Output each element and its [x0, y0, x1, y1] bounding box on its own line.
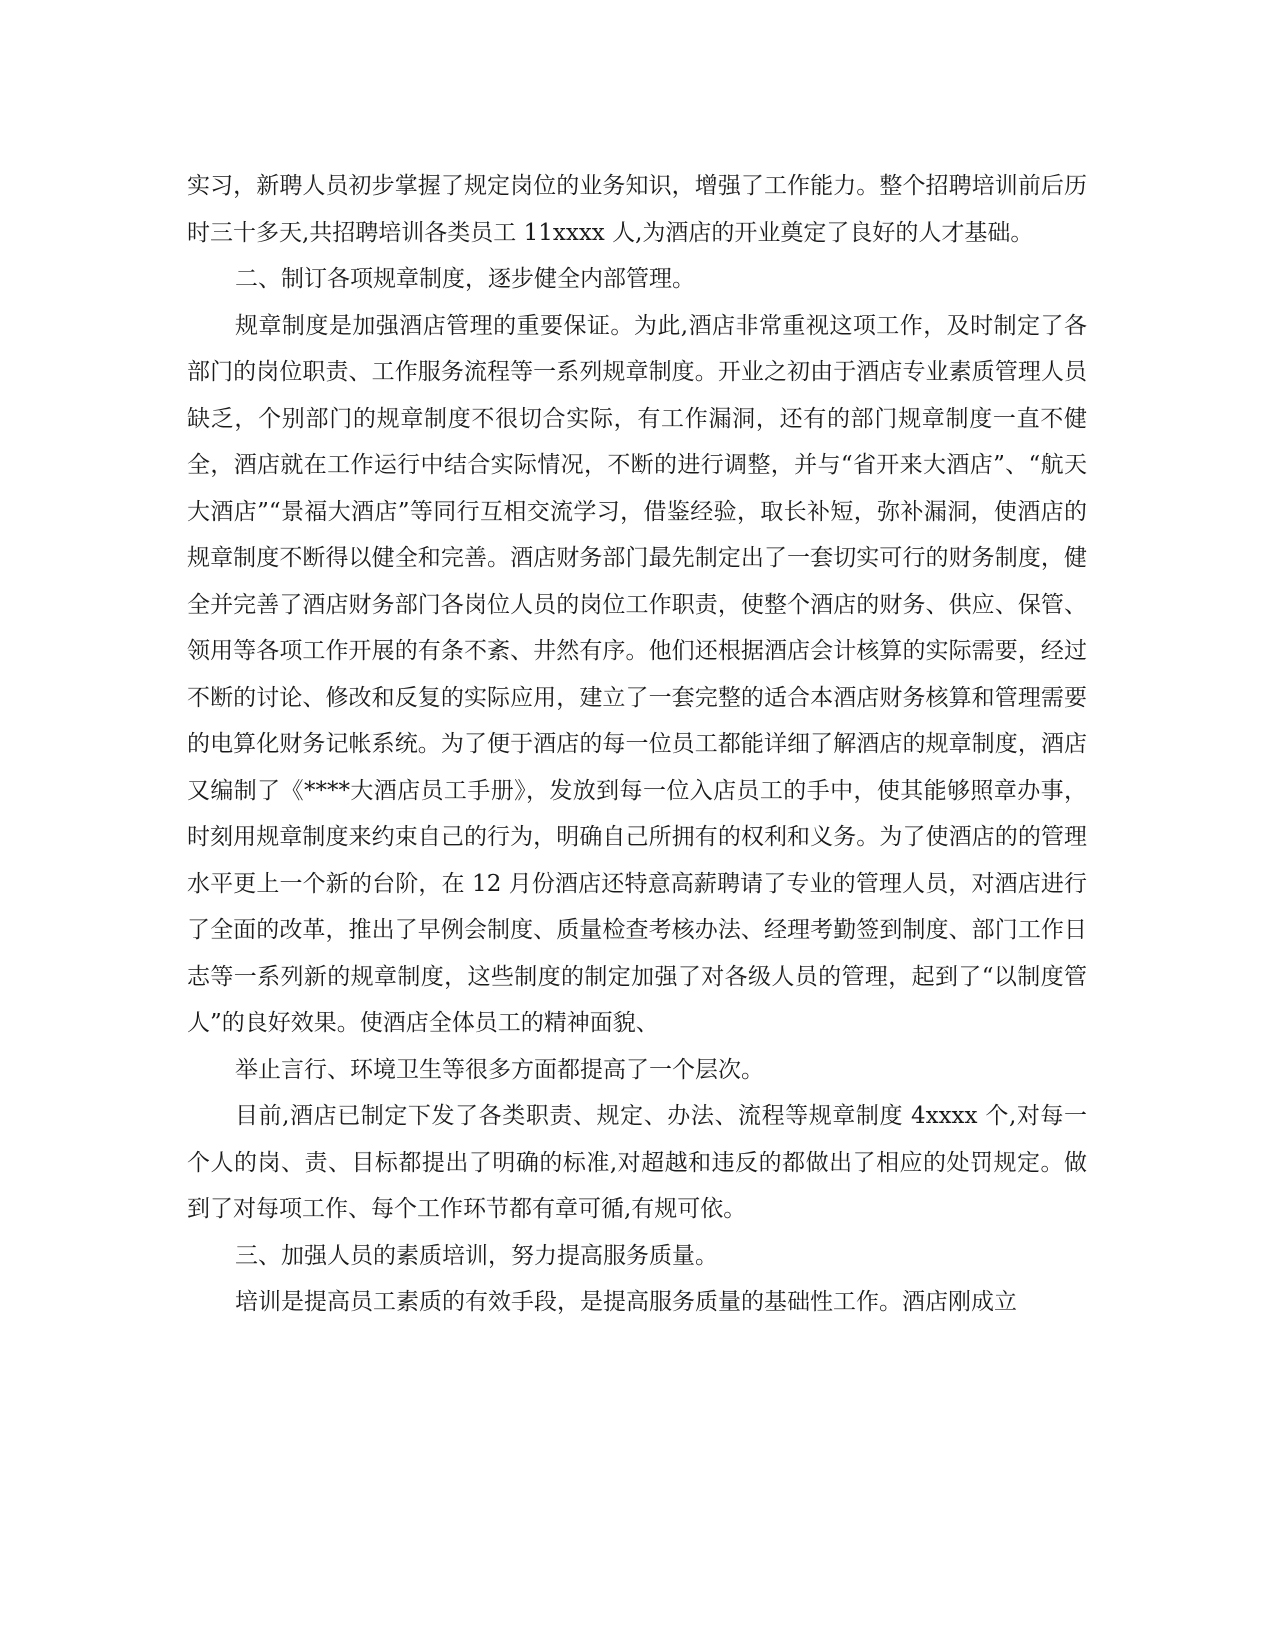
paragraph-current-status: 目前,酒店已制定下发了各类职责、规定、办法、流程等规章制度 4xxxx 个,对每一个人的岗、责、目标都提出了明确的标准,对超越和违反的都做出了相应的处罚规定。做到了对每项工作、每个工作环节都有章可循,有规可依。 [187, 1103, 1087, 1222]
paragraph-training: 培训是提高员工素质的有效手段，是提高服务质量的基础性工作。酒店刚成立 [235, 1289, 1017, 1315]
paragraph-regulations: 规章制度是加强酒店管理的重要保证。为此,酒店非常重视这项工作，及时制定了各部门的岗位职责、工作服务流程等一系列规章制度。开业之初由于酒店专业素质管理人员缺乏，个别部门的规章制度不很切合实际，有工作漏洞，还有的部门规章制度一直不健全，酒店就在工作运行中结合实际情况，不断的进行调整，并与“省开来大酒店”、“航天大酒店”“景福大酒店”等同行互相交流学习，借鉴经验，取长补短，弥补漏洞，使酒店的规章制度不断得以健全和完善。酒店财务部门最先制定出了一套切实可行的财务制度，健全并完善了酒店财务部门各岗位人员的岗位工作职责，使整个酒店的财务、供应、保管、领用等各项工作开展的有条不紊、井然有序。他们还根据酒店会计核算的实际需要，经过不断的讨论、修改和反复的实际应用，建立了一套完整的适合本酒店财务核算和管理需要的电算化财务记帐系统。为了便于酒店的每一位员工都能详细了解酒店的规章制度，酒店又编制了《****大酒店员工手册》，发放到每一位入店员工的手中，使其能够照章办事，时刻用规章制度来约束自己的行为，明确自己所拥有的权利和义务。为了使酒店的的管理水平更上一个新的台阶，在 12 月份酒店还特意高薪聘请了专业的管理人员，对酒店进行了全面的改革，推出了早例会制度、质量检查考核办法、经理考勤签到制度、部门工作日志等一系列新的规章制度，这些制度的制定加强了对各级人员的管理，起到了“以制度管人”的良好效果。使酒店全体员工的精神面貌、 [187, 312, 1087, 1036]
section-heading-2: 二、制订各项规章制度，逐步健全内部管理。 [235, 266, 695, 292]
paragraph-behavior: 举止言行、环境卫生等很多方面都提高了一个层次。 [235, 1056, 764, 1083]
paragraph-continuation: 实习，新聘人员初步掌握了规定岗位的业务知识，增强了工作能力。整个招聘培训前后历时三十多天,共招聘培训各类员工 11xxxx 人,为酒店的开业奠定了良好的人才基础。 [187, 173, 1087, 246]
section-heading-3: 三、加强人员的素质培训，努力提高服务质量。 [235, 1242, 718, 1269]
document-body [187, 163, 1087, 1326]
